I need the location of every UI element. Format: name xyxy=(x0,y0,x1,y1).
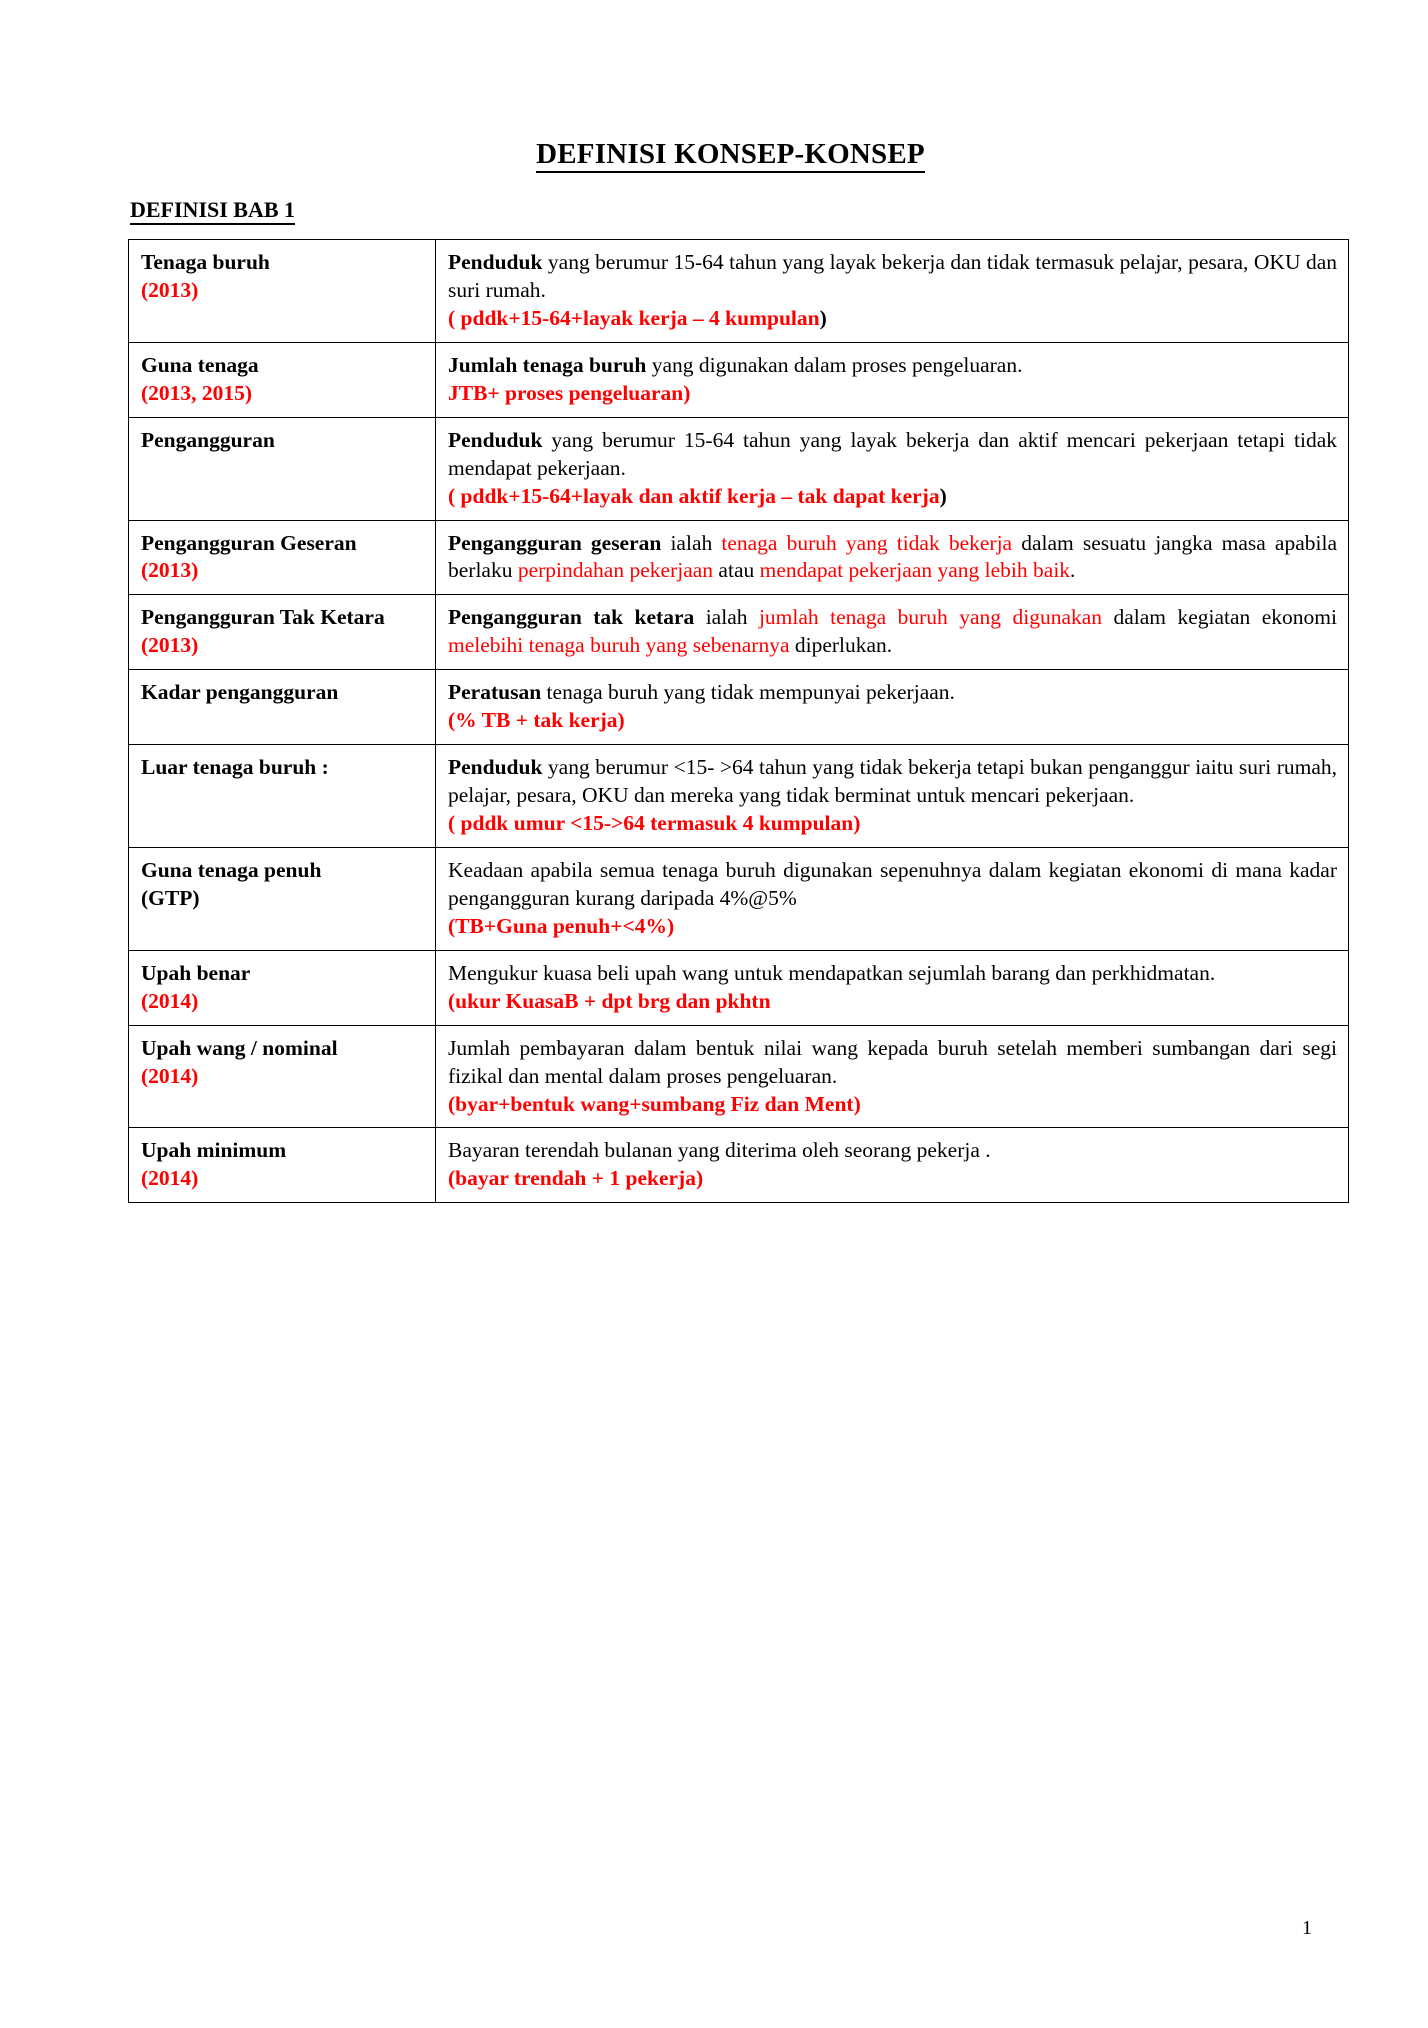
term-label: Upah minimum xyxy=(141,1138,287,1163)
definition-cell xyxy=(436,240,1349,343)
definition-body: Jumlah pembayaran dalam bentuk nilai wang kepada buruh setelah memberi sumbangan dari segi fizikal dan mental dalam proses pengeluaran. xyxy=(448,1035,1337,1088)
table-row xyxy=(129,342,1349,417)
definition-body: yang digunakan dalam proses pengeluaran. xyxy=(646,352,1023,377)
table-row xyxy=(129,1128,1349,1203)
definition-cell xyxy=(436,745,1349,848)
definition-seg: dalam kegiatan ekonomi xyxy=(1102,605,1337,630)
table-row xyxy=(129,745,1349,848)
mnemonic-text: ( pddk+15-64+layak dan aktif kerja – tak dapat kerja xyxy=(448,483,940,508)
definition-cell xyxy=(436,950,1349,1025)
section-heading-text: DEFINISI BAB 1 xyxy=(130,197,295,225)
mnemonic-text: JTB+ proses pengeluaran) xyxy=(448,380,691,405)
mnemonic-text: (byar+bentuk wang+sumbang Fiz dan Ment) xyxy=(448,1091,861,1116)
term-year: (2013) xyxy=(141,277,199,302)
definition-lead: Penduduk xyxy=(448,250,543,274)
term-year: (2013, 2015) xyxy=(141,380,253,405)
definition-seg: dalam sesuatu jangka masa apabila berlaku xyxy=(448,530,1337,583)
definition-seg: atau xyxy=(713,558,760,583)
mnemonic-text: (% TB + tak kerja) xyxy=(448,708,625,733)
definition-body: Mengukur kuasa beli upah wang untuk mendapatkan sejumlah barang dan perkhidmatan. xyxy=(448,960,1216,985)
definition-cell xyxy=(436,1128,1349,1203)
definition-body: Keadaan apabila semua tenaga buruh digunakan sepenuhnya dalam kegiatan ekonomi di mana kadar pengangguran kurang daripada 4%@5% xyxy=(448,857,1337,910)
term-year: (2014) xyxy=(141,988,199,1013)
term-cell xyxy=(129,520,436,595)
definition-lead: Penduduk xyxy=(448,427,543,452)
term-cell xyxy=(129,745,436,848)
definition-cell xyxy=(436,595,1349,670)
definition-lead: Penduduk xyxy=(448,755,543,780)
definition-seg-red: melebihi tenaga buruh yang sebenarnya xyxy=(448,633,790,658)
mnemonic-text: (bayar trendah + 1 pekerja) xyxy=(448,1166,704,1191)
term-year: (2014) xyxy=(141,1063,199,1088)
mnemonic-tail: ) xyxy=(939,483,947,508)
term-cell xyxy=(129,1128,436,1203)
table-row xyxy=(129,417,1349,520)
term-label: Upah benar xyxy=(141,960,251,985)
definition-seg-red: mendapat pekerjaan yang lebih baik xyxy=(759,558,1071,583)
term-cell xyxy=(129,670,436,745)
definition-body: yang berumur 15-64 tahun yang layak bekerja dan aktif mencari pekerjaan tetapi tidak mendapat pekerjaan. xyxy=(448,427,1337,480)
page-number: 1 xyxy=(1302,1917,1312,1939)
term-label: Guna tenaga xyxy=(141,352,259,377)
term-label-line2: (GTP) xyxy=(141,885,200,910)
page-title-text: DEFINISI KONSEP-KONSEP xyxy=(536,138,925,173)
definition-body: Bayaran terendah bulanan yang diterima oleh seorang pekerja . xyxy=(448,1138,991,1163)
definition-seg-red: tenaga buruh yang tidak bekerja xyxy=(721,530,1013,555)
section-heading xyxy=(130,197,1303,223)
term-year: (2014) xyxy=(141,1166,199,1191)
term-cell xyxy=(129,417,436,520)
term-cell xyxy=(129,847,436,950)
mnemonic-tail: ) xyxy=(819,305,827,330)
term-cell xyxy=(129,342,436,417)
definition-cell xyxy=(436,670,1349,745)
term-label: Pengangguran xyxy=(141,427,275,452)
term-year: (2013) xyxy=(141,633,199,658)
mnemonic-text: ( pddk+15-64+layak kerja – 4 kumpulan xyxy=(448,305,820,330)
term-label: Luar tenaga buruh : xyxy=(141,755,329,780)
term-cell xyxy=(129,240,436,343)
table-row xyxy=(129,520,1349,595)
definition-seg: ialah xyxy=(661,530,722,555)
definitions-table xyxy=(128,239,1349,1203)
definition-seg: ialah xyxy=(694,605,759,630)
term-label: Kadar pengangguran xyxy=(141,680,339,705)
definition-body: tenaga buruh yang tidak mempunyai pekerjaan. xyxy=(541,680,955,705)
mnemonic-text: (TB+Guna penuh+<4%) xyxy=(448,913,675,938)
page-title xyxy=(128,138,1303,171)
term-year: (2013) xyxy=(141,558,199,583)
definition-body: yang berumur 15-64 tahun yang layak bekerja dan tidak termasuk pelajar, pesara, OKU dan suri rumah. xyxy=(448,250,1337,302)
term-label: Pengangguran Geseran xyxy=(141,530,357,555)
mnemonic-text: (ukur KuasaB + dpt brg dan pkhtn xyxy=(448,988,771,1013)
table-row xyxy=(129,847,1349,950)
definition-cell xyxy=(436,847,1349,950)
definition-seg-red: jumlah tenaga buruh yang digunakan xyxy=(758,605,1103,630)
term-label: Upah wang / nominal xyxy=(141,1035,338,1060)
term-label: Pengangguran Tak Ketara xyxy=(141,605,385,630)
term-cell xyxy=(129,950,436,1025)
table-row xyxy=(129,240,1349,343)
definition-cell xyxy=(436,417,1349,520)
term-cell xyxy=(129,1025,436,1128)
definition-body: yang berumur <15- >64 tahun yang tidak bekerja tetapi bukan penganggur iaitu suri rumah, pelajar, pesara, OKU dan mereka yang tidak berminat untuk mencari pekerjaan. xyxy=(448,755,1337,808)
definition-lead: Pengangguran geseran xyxy=(448,530,662,555)
table-row xyxy=(129,595,1349,670)
mnemonic-text: ( pddk umur <15->64 termasuk 4 kumpulan) xyxy=(448,811,861,835)
definition-lead: Pengangguran tak ketara xyxy=(448,605,695,630)
definition-cell xyxy=(436,342,1349,417)
term-label: Guna tenaga penuh xyxy=(141,857,322,882)
definition-cell xyxy=(436,520,1349,595)
definition-cell xyxy=(436,1025,1349,1128)
table-row xyxy=(129,950,1349,1025)
table-row xyxy=(129,1025,1349,1128)
definition-lead: Peratusan xyxy=(448,680,542,705)
definition-seg-red: perpindahan pekerjaan xyxy=(517,558,714,583)
definition-lead: Jumlah tenaga buruh xyxy=(448,352,647,377)
term-label: Tenaga buruh xyxy=(141,250,270,274)
table-row xyxy=(129,670,1349,745)
definition-seg: diperlukan. xyxy=(789,633,893,658)
term-cell xyxy=(129,595,436,670)
definition-seg: . xyxy=(1070,558,1076,583)
